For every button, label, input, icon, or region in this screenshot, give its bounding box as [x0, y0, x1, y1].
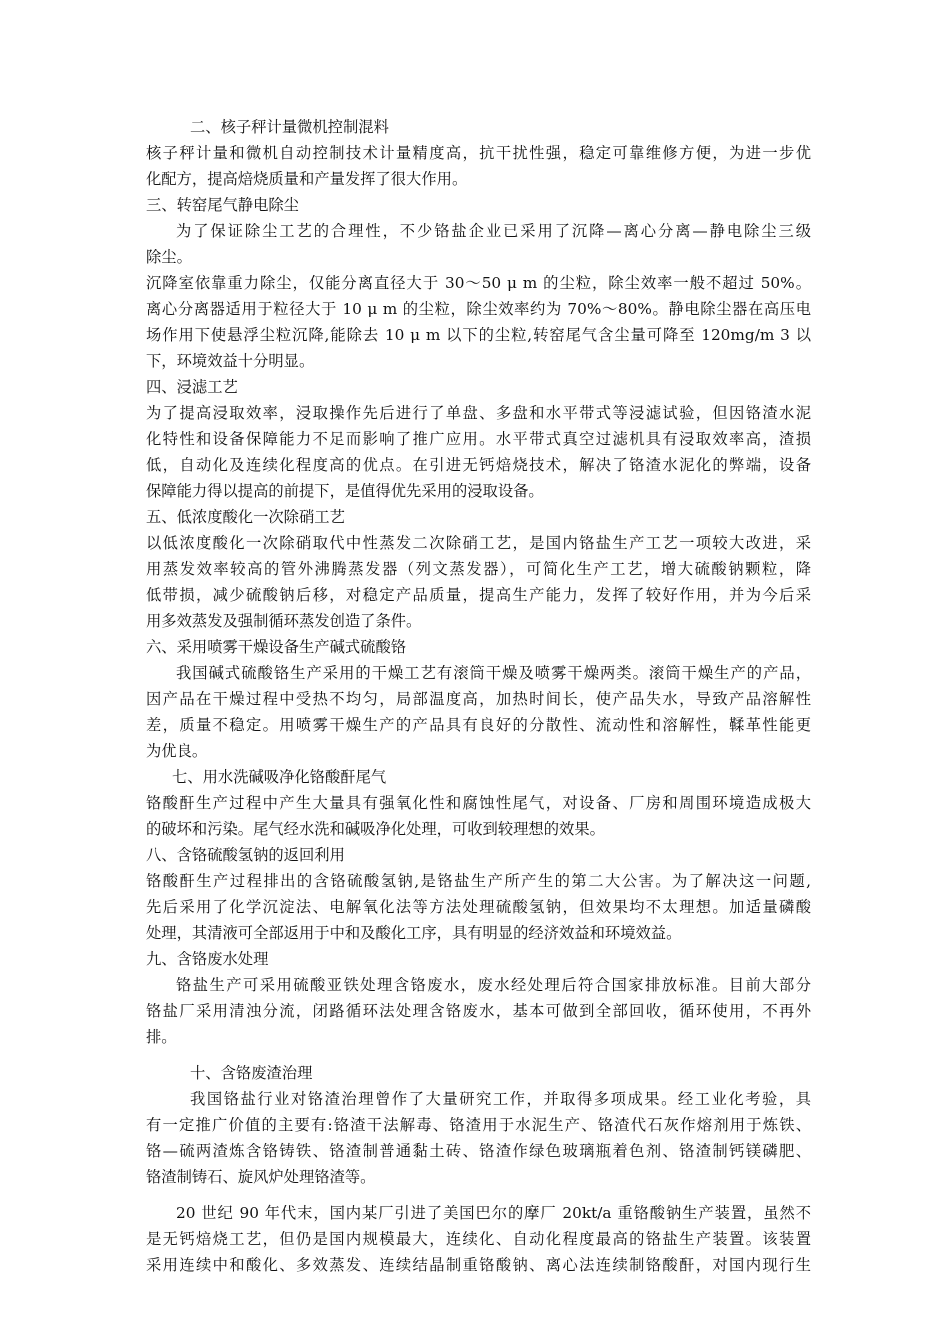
- text-line: 铬盐生产可采用硫酸亚铁处理含铬废水，废水经处理后符合国家排放标准。目前大部分: [176, 976, 811, 994]
- text-line: 除尘。: [146, 248, 192, 266]
- text-line: 为优良。: [146, 742, 208, 760]
- text-line: 场作用下使悬浮尘粒沉降,能除去 10 μ m 以下的尘粒,转窑尾气含尘量可降至 120mg/m 3 以: [146, 326, 811, 344]
- text-line: 化特性和设备保障能力不足而影响了推广应用。水平带式真空过滤机具有浸取效率高，渣损: [146, 430, 811, 448]
- text-line: 铬—硫两渣炼含铬铸铁、铬渣制普通黏土砖、铬渣作绿色玻璃瓶着色剂、铬渣制钙镁磷肥、: [146, 1142, 811, 1160]
- text-line: 铬盐厂采用清浊分流，闭路循环法处理含铬废水，基本可做到全部回收，循环使用，不再外: [146, 1002, 811, 1020]
- text-line: 低带损，减少硫酸钠后移，对稳定产品质量，提高生产能力，发挥了较好作用，并为今后采: [146, 586, 811, 604]
- text-line: 化配方，提高焙烧质量和产量发挥了很大作用。: [146, 170, 468, 188]
- text-line: 沉降室依靠重力除尘，仅能分离直径大于 30～50 μ m 的尘粒，除尘效率一般不超过 50%。: [146, 274, 811, 292]
- text-line: 以低浓度酸化一次除硝取代中性蒸发二次除硝工艺，是国内铬盐生产工艺一项较大改进，采: [146, 534, 811, 552]
- text-line: 铬酸酐生产过程排出的含铬硫酸氢钠,是铬盐生产所产生的第二大公害。为了解决这一问题,: [146, 872, 811, 890]
- text-line: 排。: [146, 1028, 177, 1046]
- text-line: 用多效蒸发及强制循环蒸发创造了条件。: [146, 612, 422, 630]
- text-line: 核子秤计量和微机自动控制技术计量精度高，抗干扰性强，稳定可靠维修方便，为进一步优: [146, 144, 811, 162]
- text-line: 四、浸滤工艺: [146, 378, 238, 396]
- text-line: 差，质量不稳定。用喷雾干燥生产的产品具有良好的分散性、流动性和溶解性，鞣革性能更: [146, 716, 811, 734]
- text-line: 保障能力得以提高的前提下，是值得优先采用的浸取设备。: [146, 482, 544, 500]
- text-line: 是无钙焙烧工艺，但仍是国内规模最大，连续化、自动化程度最高的铬盐生产装置。该装置: [146, 1230, 811, 1248]
- text-line: 铬酸酐生产过程中产生大量具有强氧化性和腐蚀性尾气，对设备、厂房和周围环境造成极大: [146, 794, 811, 812]
- text-line: 八、含铬硫酸氢钠的返回利用: [146, 846, 345, 864]
- text-line: 二、核子秤计量微机控制混料: [190, 118, 389, 136]
- text-line: 三、转窑尾气静电除尘: [146, 196, 299, 214]
- text-line: 采用连续中和酸化、多效蒸发、连续结晶制重铬酸钠、离心法连续制铬酸酐，对国内现行生: [146, 1256, 811, 1274]
- document-page: [146, 114, 811, 1278]
- text-line: 下，环境效益十分明显。: [146, 352, 315, 370]
- text-line: 五、低浓度酸化一次除硝工艺: [146, 508, 345, 526]
- text-line: 先后采用了化学沉淀法、电解氧化法等方法处理硫酸氢钠，但效果均不太理想。加适量磷酸: [146, 898, 811, 916]
- text-line: 20 世纪 90 年代末，国内某厂引进了美国巴尔的摩厂 20kt/a 重铬酸钠生产装置，虽然不: [176, 1204, 811, 1222]
- text-line: 我国铬盐行业对铬渣治理曾作了大量研究工作，并取得多项成果。经工业化考验，具: [190, 1090, 811, 1108]
- text-line: 我国碱式硫酸铬生产采用的干燥工艺有滚筒干燥及喷雾干燥两类。滚筒干燥生产的产品，: [176, 664, 811, 682]
- text-line: 因产品在干燥过程中受热不均匀，局部温度高，加热时间长，使产品失水，导致产品溶解性: [146, 690, 811, 708]
- text-line: 为了保证除尘工艺的合理性，不少铬盐企业已采用了沉降—离心分离—静电除尘三级: [176, 222, 811, 240]
- text-line: 十、含铬废渣治理: [190, 1064, 313, 1082]
- text-line: 九、含铬废水处理: [146, 950, 269, 968]
- text-line: 有一定推广价值的主要有:铬渣干法解毒、铬渣用于水泥生产、铬渣代石灰作熔剂用于炼铁、: [146, 1116, 811, 1134]
- text-line: 用蒸发效率较高的管外沸腾蒸发器（列文蒸发器），可简化生产工艺，增大硫酸钠颗粒，降: [146, 560, 811, 578]
- text-line: 为了提高浸取效率，浸取操作先后进行了单盘、多盘和水平带式等浸滤试验，但因铬渣水泥: [146, 404, 811, 422]
- text-line: 低，自动化及连续化程度高的优点。在引进无钙焙烧技术，解决了铬渣水泥化的弊端，设备: [146, 456, 811, 474]
- text-line: 六、采用喷雾干燥设备生产碱式硫酸铬: [146, 638, 407, 656]
- text-line: 铬渣制铸石、旋风炉处理铬渣等。: [146, 1168, 376, 1186]
- text-line: 七、用水洗碱吸净化铬酸酐尾气: [172, 768, 387, 786]
- text-line: 的破坏和污染。尾气经水洗和碱吸净化处理，可收到较理想的效果。: [146, 820, 605, 838]
- text-line: 离心分离器适用于粒径大于 10 μ m 的尘粒，除尘效率约为 70%～80%。静电除尘器在高压电: [146, 300, 811, 318]
- text-line: 处理，其清液可全部返用于中和及酸化工序，具有明显的经济效益和环境效益。: [146, 924, 682, 942]
